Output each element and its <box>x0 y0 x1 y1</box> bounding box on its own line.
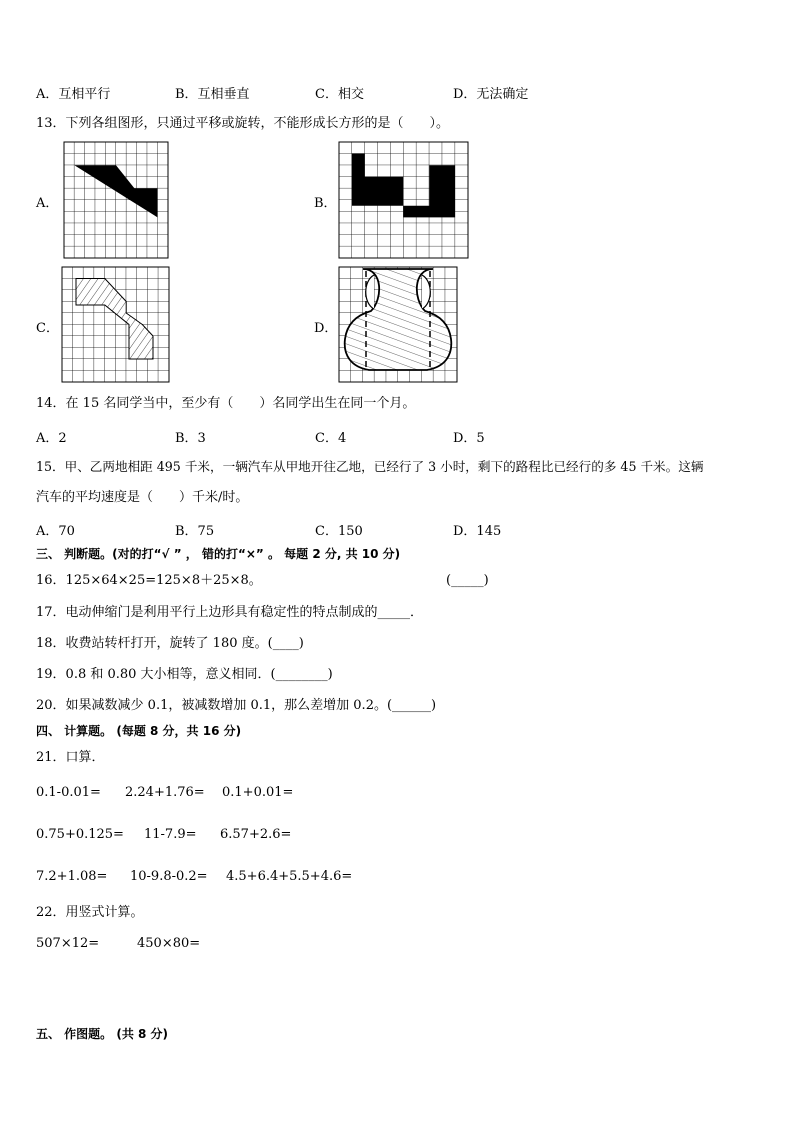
q21-row2-item2: 11-7.9= <box>144 827 197 842</box>
q13-figure-c <box>62 267 169 382</box>
q20-text: 20．如果减数减少 0.1，被减数增加 0.1，那么差增加 0.2。(______) <box>36 698 437 713</box>
q15-stem-line1: 15．甲、乙两地相距 495 千米，一辆汽车从甲地开往乙地，已经行了 3 小时，剩下的路程比已经行的多 45 千米。这辆 <box>36 459 704 474</box>
q15-option-d: D．145 <box>453 524 502 539</box>
q17-text: 17．电动伸缩门是利用平行上边形具有稳定性的特点制成的_____． <box>36 605 424 620</box>
q14-option-a: A．2 <box>36 431 67 446</box>
q13-label-a: A． <box>36 196 59 211</box>
q13-label-c: C． <box>36 321 59 336</box>
q21-row2-item3: 6.57+2.6= <box>220 827 292 842</box>
q21-row3-item2: 10-9.8-0.2= <box>130 869 208 884</box>
q14-option-b: B．3 <box>175 431 206 446</box>
q15-option-a: A．70 <box>36 524 75 539</box>
q16-blank: (_____) <box>446 573 489 588</box>
q12-option-d: D．无法确定 <box>453 87 529 102</box>
q21-row3-item1: 7.2+1.08= <box>36 869 108 884</box>
q13-label-d: D． <box>314 321 338 336</box>
q13-stem: 13．下列各组图形，只通过平移或旋转，不能形成长方形的是（ ）。 <box>36 116 450 131</box>
q13-figure-b <box>339 142 468 258</box>
q22-item1: 507×12= <box>36 936 100 951</box>
q13-figure-d <box>339 267 457 382</box>
q15-option-c: C．150 <box>315 524 363 539</box>
q21-row1-item3: 0.1+0.01= <box>222 785 294 800</box>
q22-stem: 22．用竖式计算。 <box>36 905 144 920</box>
q14-stem: 14．在 15 名同学当中，至少有（ ）名同学出生在同一个月。 <box>36 396 416 411</box>
q14-option-c: C．4 <box>315 431 347 446</box>
q21-row3-item3: 4.5+6.4+5.5+4.6= <box>226 869 353 884</box>
q21-stem: 21．口算． <box>36 750 105 765</box>
q18-text: 18．收费站转杆打开，旋转了 180 度。(____) <box>36 636 304 651</box>
q16-text: 16．125×64×25=125×8＋25×8。 <box>36 573 262 588</box>
q21-row1-item1: 0.1-0.01= <box>36 785 101 800</box>
q13-label-b: B． <box>314 196 337 211</box>
section3-heading: 三、 判断题。(对的打“√ ” ， 错的打“×” 。 每题 2 分, 共 10 分) <box>36 547 401 561</box>
q13-figure-a <box>64 142 168 258</box>
q21-row1-item2: 2.24+1.76= <box>125 785 205 800</box>
section4-heading: 四、 计算题。 (每题 8 分，共 16 分) <box>36 724 242 738</box>
q12-option-c: C．相交 <box>315 87 364 102</box>
q21-row2-item1: 0.75+0.125= <box>36 827 124 842</box>
q15-stem-line2: 汽车的平均速度是（ ）千米/时。 <box>36 490 249 505</box>
q15-option-b: B．75 <box>175 524 215 539</box>
q22-item2: 450×80= <box>137 936 201 951</box>
q12-option-a: A．互相平行 <box>36 87 111 102</box>
q19-text: 19．0.8 和 0.80 大小相等，意义相同．(________) <box>36 667 333 682</box>
q12-option-b: B．互相垂直 <box>175 87 250 102</box>
section5-heading: 五、 作图题。 (共 8 分) <box>36 1027 169 1041</box>
q14-option-d: D．5 <box>453 431 485 446</box>
